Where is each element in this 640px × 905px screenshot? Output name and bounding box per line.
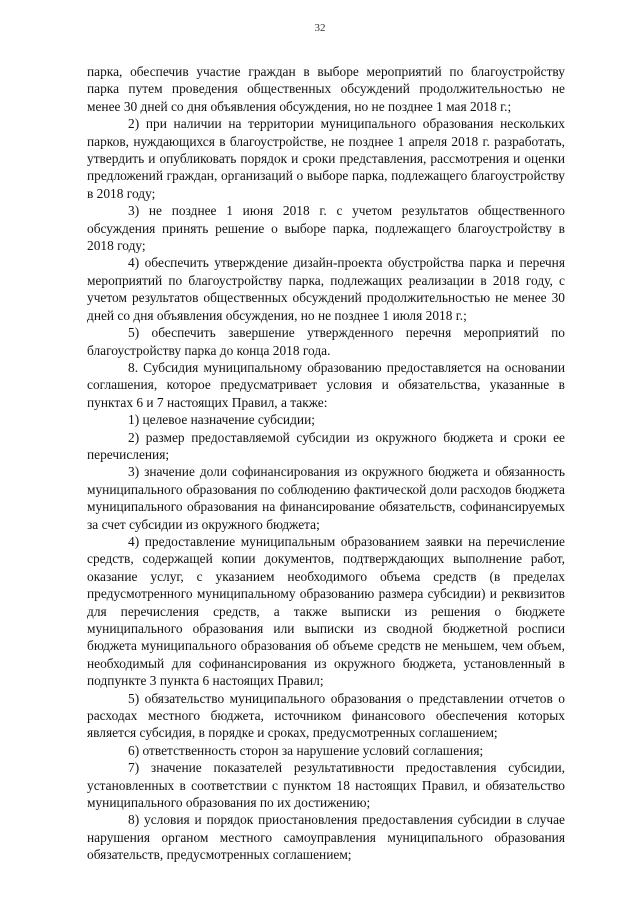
document-body bbox=[87, 63, 565, 864]
paragraph: 8) условия и порядок приостановления предоставления субсидии в случае нарушения органом местного самоуправления муниципального образования обязательств, предусмотренных соглашением; bbox=[87, 812, 565, 863]
paragraph: 7) значение показателей результативности предоставления субсидии, установленных в соответствии с пунктом 18 настоящих Правил, и обязательство муниципального образования по их достижению; bbox=[87, 760, 565, 811]
paragraph: 3) значение доли софинансирования из окружного бюджета и обязанность муниципального образования по соблюдению фактической доли расходов бюджета муниципального образования на финансирование обязательств, софинансируемых за счет субсидии из окружного бюджета; bbox=[87, 464, 565, 532]
paragraph: 4) обеспечить утверждение дизайн-проекта обустройства парка и перечня мероприятий по благоустройству парка, подлежащих реализации в 2018 году, с учетом результатов общественных обсуждений продолжительностью не менее 30 дней со дня объявления обсуждения, но не позднее 1 июля 2018 г.; bbox=[87, 255, 565, 323]
paragraph-continuation: парка, обеспечив участие граждан в выборе мероприятий по благоустройству парка путем проведения общественных обсуждений продолжительностью не менее 30 дней со дня объявления обсуждения, но не позднее 1 мая 2018 г.; bbox=[87, 64, 565, 114]
paragraph: 3) не позднее 1 июня 2018 г. с учетом результатов общественного обсуждения принять решение о выборе парка, подлежащего благоустройству в 2018 году; bbox=[87, 203, 565, 254]
paragraph: 6) ответственность сторон за нарушение условий соглашения; bbox=[128, 742, 484, 758]
paragraph: 2) при наличии на территории муниципального образования нескольких парков, нуждающихся в благоустройстве, не позднее 1 апреля 2018 г. разработать, утвердить и опубликовать порядок и сроки представления, рассмотрения и оценки предложений граждан, организаций о выборе парка, подлежащего благоустройству в 2018 году; bbox=[87, 116, 565, 201]
paragraph: 1) целевое назначение субсидии; bbox=[128, 412, 315, 428]
paragraph: 5) обязательство муниципального образования о представлении отчетов о расходах местного бюджета, источником финансового обеспечения которых является субсидия, в порядке и сроках, предусмотренных соглашением; bbox=[87, 690, 565, 741]
paragraph: 4) предоставление муниципальным образованием заявки на перечисление средств, содержащей копии документов, подтверждающих выполнение работ, оказание услуг, с указанием необходимого объема средств (в пределах предусмотренного муниципальному образованию размера субсидии) и реквизитов для перечисления средств, а также выписки из решения о бюджете муниципального образования или выписки из сводной бюджетной росписи бюджета муниципального образования об объеме средств не меньшем, чем объем, необходимый для софинансирования из окружного бюджета, установленный в подпункте 3 пункта 6 настоящих Правил; bbox=[87, 533, 565, 689]
paragraph: 2) размер предоставляемой субсидии из окружного бюджета и сроки ее перечисления; bbox=[87, 429, 565, 462]
page-number: 32 bbox=[314, 22, 326, 34]
paragraph: 8. Субсидия муниципальному образованию предоставляется на основании соглашения, которое предусматривает условия и обязательства, указанные в пунктах 6 и 7 настоящих Правил, а также: bbox=[87, 359, 565, 410]
paragraph: 5) обеспечить завершение утвержденного перечня мероприятий по благоустройству парка до конца 2018 года. bbox=[87, 325, 565, 358]
